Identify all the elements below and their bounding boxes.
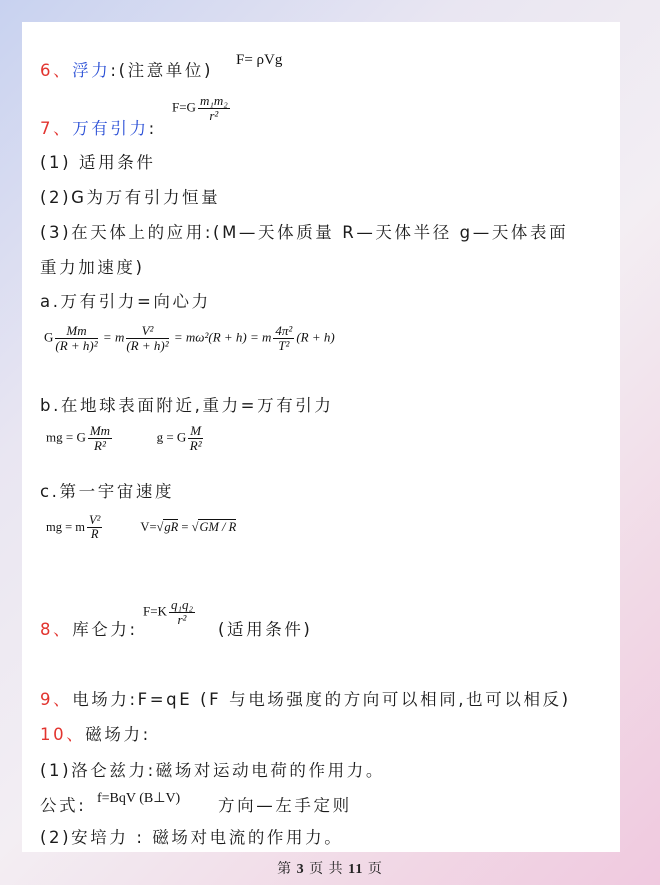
- constant-line: (2)G为万有引力恒量: [40, 188, 221, 207]
- left-hand-rule: 方向—左手定则: [218, 796, 352, 815]
- formula-denominator: r²: [209, 107, 219, 123]
- formula-part: mg = m: [46, 519, 85, 534]
- formula-part: = mω²(R + h) = m: [173, 329, 272, 345]
- point-c: c.第一宇宙速度: [40, 482, 175, 501]
- centripetal-formula: [44, 324, 335, 353]
- formula-denominator: R²: [94, 437, 106, 453]
- buoyancy-formula: F= ρVg: [236, 52, 283, 68]
- formula-line: [40, 795, 86, 817]
- footer-text: 第: [277, 862, 293, 877]
- page-number: 3: [296, 862, 305, 877]
- formula-numerator: m₁m₂: [199, 93, 228, 108]
- formula-part: G: [44, 329, 54, 345]
- item-buoyancy: [40, 60, 213, 82]
- formula-numerator: q₁q₂: [170, 597, 193, 612]
- formula-prefix: F=K: [143, 603, 167, 619]
- page-footer: [0, 858, 660, 878]
- formula-numerator: M: [190, 423, 202, 438]
- coulomb-note: (适用条件): [218, 620, 313, 639]
- item-coulomb: [40, 619, 138, 641]
- formula-part: g = G: [156, 429, 187, 445]
- first-cosmic-velocity-formula: mg = m $\frac{\text{V²}}{R}$ V=√gR = √GM / R: [46, 513, 237, 542]
- formula-denominator: R: [90, 527, 99, 542]
- application-line-1: (3)在天体上的应用:(M—天体质量 R—天体半径 g—天体表面: [40, 223, 569, 242]
- coulomb-formula: [143, 598, 197, 627]
- item-number: 6、: [40, 61, 73, 80]
- gravitation-formula: [172, 94, 232, 123]
- item-label: 浮力: [72, 61, 111, 80]
- formula-prefix: F=G: [172, 99, 196, 115]
- footer-text: 页: [367, 862, 383, 877]
- formula-part: =: [181, 519, 189, 534]
- formula-label: 公式:: [40, 796, 87, 815]
- page-total: 11: [348, 862, 364, 877]
- item-magnetic-force: [40, 724, 151, 746]
- formula-numerator: 4π²: [275, 323, 293, 338]
- formula-denominator: T²: [278, 337, 290, 353]
- item-number: 9、: [40, 690, 73, 709]
- surface-gravity-formula: [46, 424, 205, 453]
- item-colon: :: [148, 119, 157, 138]
- formula-denominator: (R + h)²: [126, 337, 169, 353]
- formula-denominator: R²: [189, 437, 202, 453]
- item-number: 8、: [40, 620, 73, 639]
- formula-radicand: GM / R: [199, 519, 237, 534]
- item-number: 7、: [40, 119, 73, 138]
- point-b: b.在地球表面附近,重力=万有引力: [40, 396, 334, 415]
- formula-numerator: Mm: [55, 324, 97, 339]
- formula-numerator: V²: [89, 513, 101, 527]
- formula-radicand: gR: [164, 519, 179, 534]
- application-line-2: 重力加速度): [40, 258, 145, 277]
- item-text: 磁场力:: [85, 725, 151, 744]
- item-electric-force: [40, 689, 571, 711]
- lorentz-line: (1)洛仑兹力:磁场对运动电荷的作用力。: [40, 761, 385, 780]
- formula-numerator: V²: [126, 324, 168, 339]
- lorentz-formula: f=BqV (B⊥V): [97, 791, 181, 806]
- formula-numerator: Mm: [89, 423, 111, 438]
- formula-part: V=: [140, 519, 157, 534]
- formula-part: = m: [102, 329, 125, 345]
- formula-part: mg = G: [46, 429, 86, 445]
- item-number: 10、: [40, 725, 86, 744]
- point-a: a.万有引力=向心力: [40, 292, 211, 311]
- item-label: 库仑力:: [72, 620, 138, 639]
- item-gravitation: [40, 118, 157, 140]
- item-text: 电场力:F=qE (F 与电场强度的方向可以相同,也可以相反): [72, 690, 571, 709]
- ampere-line: (2)安培力 : 磁场对电流的作用力。: [40, 828, 344, 847]
- formula-denominator: r²: [177, 611, 187, 627]
- footer-text: 页 共: [309, 862, 344, 877]
- formula-denominator: (R + h)²: [55, 337, 98, 353]
- formula-part: (R + h): [296, 329, 335, 345]
- condition-line: (1) 适用条件: [40, 153, 156, 172]
- item-note: :(注意单位): [110, 61, 214, 80]
- item-label: 万有引力: [72, 119, 149, 138]
